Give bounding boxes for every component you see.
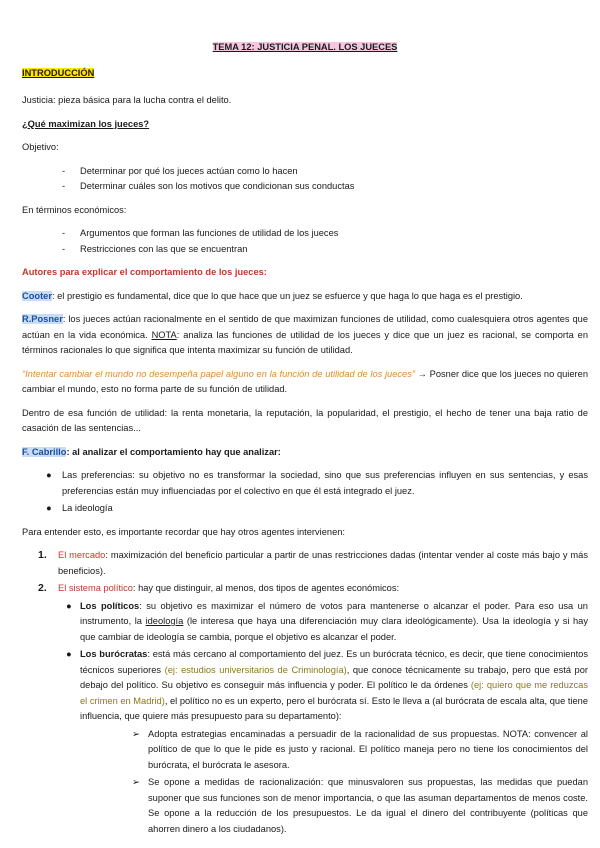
agentes-intro: Para entender esto, es importante recordar que hay otros agentes intervienen: — [22, 526, 346, 537]
intro-heading: INTRODUCCIÓN — [22, 67, 95, 78]
list-item: ● Los políticos: su objetivo es maximizar el número de votos para mantenerse o alcanzar el poder. Para eso usa un instrumento, la ideología (le interesa que haya una diferenciación muy clara ideológicamente). Usa la ideología y si hay que cambiar de ideología se cambia, porque el objetivo es alcanzar el poder. — [66, 600, 588, 642]
objetivo-list — [62, 164, 588, 195]
economicos-list — [62, 226, 588, 257]
document-page — [22, 40, 588, 839]
list-item: - Restricciones con las que se encuentran — [62, 243, 248, 254]
question-heading: ¿Qué maximizan los jueces? — [22, 118, 150, 129]
document-title: TEMA 12: JUSTICIA PENAL. LOS JUECES — [212, 42, 398, 52]
posner-paragraph: R.Posner: los jueces actúan racionalmente en el sentido de que maximizan funciones de utilidad, como cualesquiera otros agentes que actúan en la vida económica. NOTA: analiza las funciones de utilidad de los jueces y dice que un juez es racional, se comporta en términos racionales lo que significa que intenta maximizar su función de utilidad. — [22, 314, 588, 355]
autores-heading: Autores para explicar el comportamiento de los jueces: — [22, 267, 267, 277]
objetivo-label: Objetivo: — [22, 142, 59, 152]
cooter-paragraph: Cooter: el prestigio es fundamental, dice que lo que hace que un juez se esfuerce y que haga lo que haga es el prestigio. — [22, 290, 523, 301]
cabrillo-name: F. Cabrillo — [22, 446, 67, 457]
list-item: - Argumentos que forman las funciones de utilidad de los jueces — [62, 228, 339, 238]
funcion-paragraph: Dentro de esa función de utilidad: la renta monetaria, la reputación, la popularidad, el prestigio, el hecho de tener una baja ratio de casación de las sentencias... — [22, 407, 588, 433]
list-item: - Determinar cuáles son los motivos que condicionan sus conductas — [62, 181, 355, 191]
list-item: ● Las preferencias: su objetivo no es transformar la sociedad, sino que sus preferencias influyen en sus sentencias, y esas preferencias están muy influenciadas por el colectivo en que él está integrado el juez. — [46, 470, 588, 496]
economicos-label: En términos económicos: — [22, 204, 127, 215]
cabrillo-paragraph: F. Cabrillo: al analizar el comportamiento hay que analizar: — [22, 446, 281, 457]
cabrillo-list — [46, 468, 588, 517]
posner-quote: “Intentar cambiar el mundo no desempeña papel alguno en la función de utilidad de los jueces” — [22, 368, 415, 379]
justicia-line: Justicia: pieza básica para la lucha contra el delito. — [22, 95, 232, 105]
posner-name: R.Posner — [22, 314, 63, 324]
cooter-name: Cooter — [22, 290, 52, 301]
list-item: ➢ Adopta estrategias encaminadas a persuadir de la racionalidad de sus propuestas. NOTA: convencer al político de que lo que le pide es justo y racional. El político maneja pero no tiene los conocimientos del burócrata, el burócrata le asesora. — [132, 728, 588, 770]
politico-subtypes — [66, 599, 588, 725]
list-item: ● La ideología — [46, 503, 113, 513]
list-item: ➢ Se opone a medidas de racionalización: que minusvaloren sus propuestas, las medidas que puedan suponer que sus funciones son de menor importancia, o que las asuman departamentos de menos coste. Se opone a la reducción de los presupuestos. Le da igual el dinero del contribuyente (políticas que ahorren dinero a los ciudadanos). — [132, 777, 588, 834]
list-item: ● Los burócratas: está más cercano al comportamiento del juez. Es un burócrata técnico, es decir, que tiene conocimientos técnicos superiores (ej: estudios universitarios de Criminología), que conoce técnicamente su trabajo, pero que está por debajo del político. Su objetivo es conseguir más influencia y poder. El político le da órdenes (ej: quiero que me reduzcas el crimen en Madrid), el político no es un experto, pero el burócrata sí. Esto le lleva a (al burócrata de escala alta, que tiene influencia, que quiere más presupuesto para su departamento): — [66, 649, 589, 721]
list-item: 2. El sistema político: hay que distinguir, al menos, dos tipos de agentes económicos: — [38, 582, 400, 594]
burocrata-strategies — [132, 727, 588, 838]
quote-paragraph: “Intentar cambiar el mundo no desempeña papel alguno en la función de utilidad de los jueces” → Posner dice que los jueces no quieren cambiar el mundo, esto no forma parte de su función de utilidad. — [22, 368, 588, 394]
list-item: - Determinar por qué los jueces actúan como lo hacen — [62, 165, 298, 176]
list-item: 1. El mercado: maximización del beneficio particular a partir de unas restricciones dadas (intentar vender al coste más bajo y más beneficios). — [38, 549, 588, 576]
agentes-list — [38, 548, 588, 597]
